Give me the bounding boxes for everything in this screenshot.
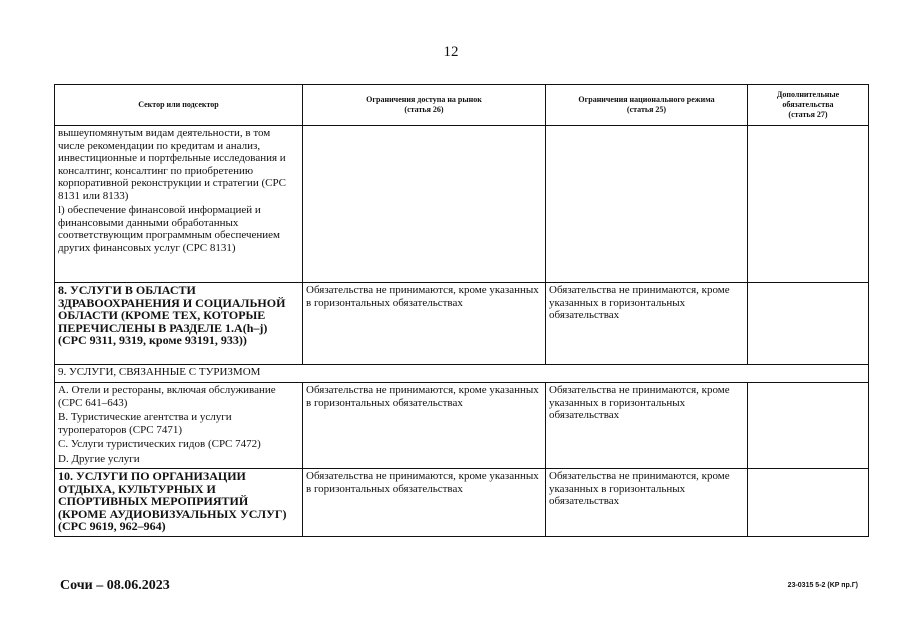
header-market-access-label: Ограничения доступа на рынок: [366, 95, 482, 104]
subsector-c: C. Услуги туристических гидов (CPC 7472): [58, 438, 261, 450]
table-row: [55, 469, 869, 537]
subsector-b: B. Туристические агентства и услуги туроператоров (CPC 7471): [58, 411, 232, 436]
header-national-treatment: [546, 85, 748, 126]
additional-cell: [748, 469, 869, 537]
national-treatment-cell: Обязательства не принимаются, кроме указанных в горизонтальных обязательствах: [546, 383, 748, 469]
header-additional: [748, 85, 869, 126]
national-treatment-cell: Обязательства не принимаются, кроме указанных в горизонтальных обязательствах: [546, 283, 748, 365]
table-row: [55, 283, 869, 365]
market-access-cell: Обязательства не принимаются, кроме указанных в горизонтальных обязательствах: [303, 469, 546, 537]
table-header-row: [55, 85, 869, 126]
table-row: [55, 126, 869, 283]
additional-cell: [748, 126, 869, 283]
market-access-cell: [303, 126, 546, 283]
table-row: [55, 383, 869, 469]
section-9-heading: 9. УСЛУГИ, СВЯЗАННЫЕ С ТУРИЗМОМ: [55, 365, 869, 383]
header-additional-label: Дополнительные обязательства: [776, 90, 840, 109]
header-sector-label: Сектор или подсектор: [138, 100, 219, 109]
header-national-treatment-label: Ограничения национального режима: [578, 95, 715, 104]
header-additional-article: (статья 27): [788, 110, 828, 119]
market-access-cell: Обязательства не принимаются, кроме указанных в горизонтальных обязательствах: [303, 383, 546, 469]
commitments-table: [54, 84, 869, 537]
header-national-treatment-article: (статья 25): [626, 105, 667, 114]
additional-cell: [748, 283, 869, 365]
footer-document-code: 23-0315 5-2 (KP пр.Г): [787, 582, 858, 589]
header-market-access: [303, 85, 546, 126]
sector-cell: [55, 469, 303, 537]
national-treatment-cell: [546, 126, 748, 283]
additional-cell: [748, 383, 869, 469]
section-10-title: 10. УСЛУГИ ПО ОРГАНИЗАЦИИ ОТДЫХА, КУЛЬТУРНЫХ И СПОРТИВНЫХ МЕРОПРИЯТИЙ (КРОМЕ АУДИОВИЗУАЛЬНЫХ УСЛУГ) (CPC 9619, 962–964): [58, 469, 287, 533]
sector-cell: [55, 126, 303, 283]
market-access-cell: Обязательства не принимаются, кроме указанных в горизонтальных обязательствах: [303, 283, 546, 365]
subsector-d: D. Другие услуги: [58, 452, 140, 465]
sector-text: l) обеспечение финансовой информацией и финансовыми данными обработанных соответствующим программным обеспечением других финансовых услуг (CPC 8131): [58, 204, 280, 254]
subsector-a: A. Отели и рестораны, включая обслуживание (CPC 641–643): [58, 384, 276, 409]
section-8-title: 8. УСЛУГИ В ОБЛАСТИ ЗДРАВООХРАНЕНИЯ И СОЦИАЛЬНОЙ ОБЛАСТИ (КРОМЕ ТЕХ, КОТОРЫЕ ПЕРЕЧИСЛЕНЫ В РАЗДЕЛЕ 1.A(h–j) (CPC 9311, 9319, кроме 93191, 933)): [58, 283, 286, 347]
section-heading-row: [55, 365, 869, 383]
sector-cell: [55, 283, 303, 365]
national-treatment-cell: Обязательства не принимаются, кроме указанных в горизонтальных обязательствах: [546, 469, 748, 537]
page-number: 12: [443, 44, 459, 60]
sector-cell: [55, 383, 303, 469]
header-market-access-article: (статья 26): [404, 105, 444, 114]
sector-text: вышеупомянутым видам деятельности, в том числе рекомендации по кредитам и анализ, инвестиционные и портфельные исследования и консалтинг, консалтинг по приобретению корпоративной реконструкции и стратегии (CPC 8131 или 8133): [58, 127, 286, 202]
footer-place-date: Сочи – 08.06.2023: [60, 578, 170, 593]
header-sector: [55, 85, 303, 126]
